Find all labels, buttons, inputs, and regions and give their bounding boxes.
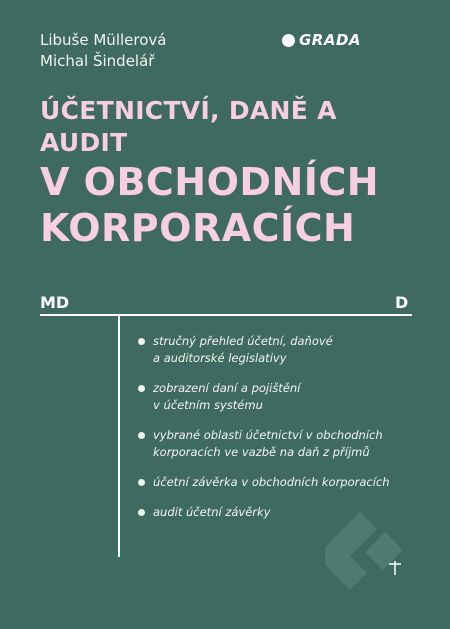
publisher-logo — [282, 31, 361, 49]
feature-item-line: účetní závěrka v obchodních korporacích — [153, 475, 390, 489]
feature-item-line: audit účetní závěrky — [153, 505, 271, 519]
book-title — [40, 95, 420, 251]
feature-item — [138, 380, 428, 414]
feature-item-line: vybrané oblasti účetnictví v obchodních — [153, 428, 383, 442]
publisher-name: GRADA — [299, 31, 362, 49]
feature-item — [138, 474, 428, 491]
author-2: Michal Šindelář — [40, 52, 155, 70]
t-account-right-label: D — [395, 293, 409, 312]
feature-item — [138, 333, 428, 367]
feature-item-line: a auditorské legislativy — [153, 351, 287, 365]
feature-item-line: zobrazení daní a pojištění — [153, 381, 301, 395]
t-account-left-label: MD — [40, 293, 70, 312]
feature-item-line: v účetním systému — [153, 398, 263, 412]
watermark-logo-icon — [305, 492, 415, 592]
feature-item-line: korporacích ve vazbě na daň z příjmů — [153, 445, 370, 459]
title-line-2: V OBCHODNÍCH — [40, 160, 380, 204]
t-account-horizontal-line — [40, 314, 412, 316]
title-line-3: KORPORACÍCH — [40, 206, 356, 250]
feature-item-line: stručný přehled účetní, daňové — [153, 334, 333, 348]
title-line-1: ÚČETNICTVÍ, DANĚ A AUDIT — [40, 96, 337, 157]
authors — [40, 30, 166, 72]
t-account-vertical-line — [118, 314, 120, 557]
imprint-mark-icon — [388, 560, 402, 576]
feature-item — [138, 427, 428, 461]
author-1: Libuše Müllerová — [40, 31, 167, 49]
publisher-logo-icon — [282, 34, 295, 47]
